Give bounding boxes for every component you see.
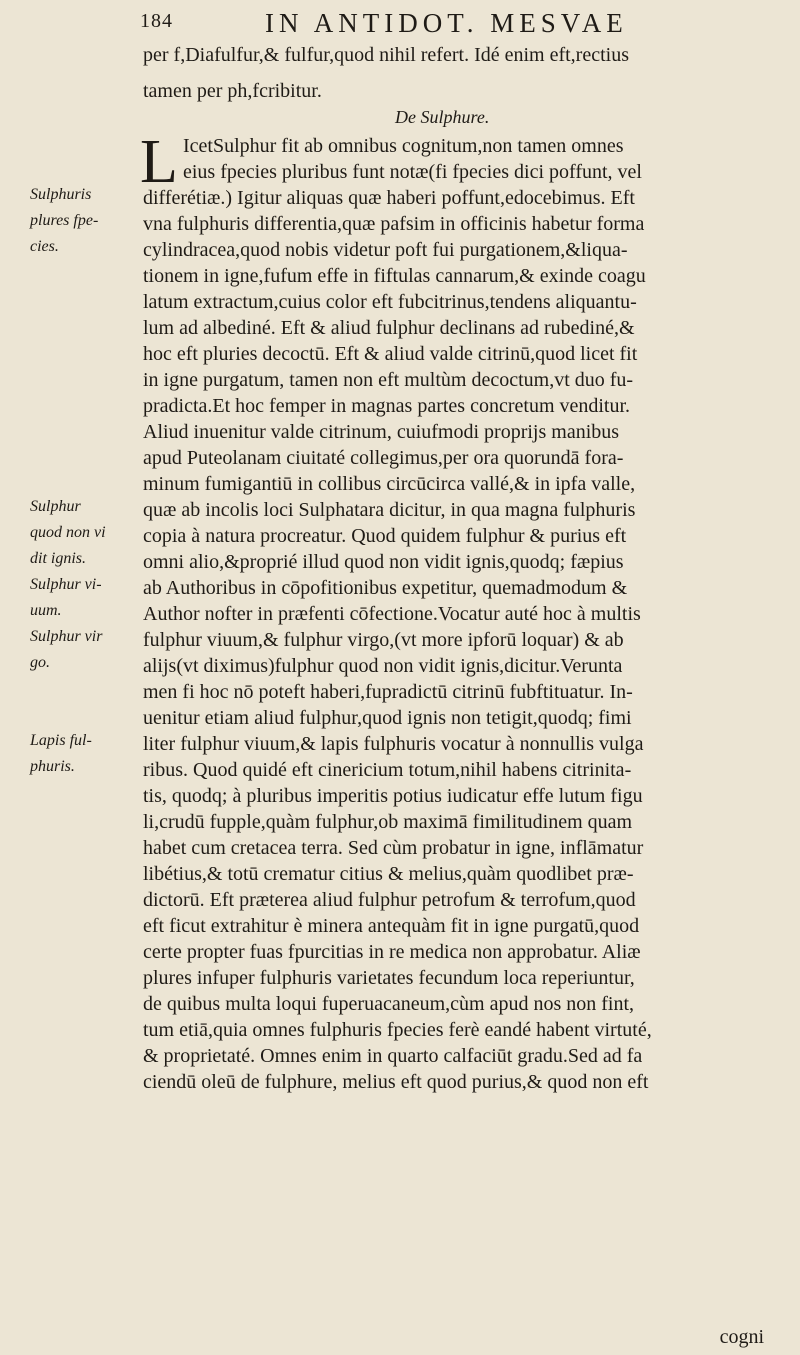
- text-line: cylindracea,quod nobis videtur poft fui purgationem,&liqua-: [143, 239, 628, 261]
- margin-gloss: uum.: [30, 602, 62, 619]
- text-line: omni alio,&proprié illud quod non vidit ignis,quodq; fæpius: [143, 551, 624, 573]
- text-line: eius fpecies pluribus funt notæ(fi fpecies dici poffunt, vel: [183, 161, 642, 183]
- text-line: lum ad albediné. Eft & aliud fulphur declinans ad rubediné,&: [143, 317, 635, 339]
- text-line: ribus. Quod quidé eft cinericium totum,nihil habens citrinita-: [143, 759, 632, 781]
- margin-gloss: Sulphur vir: [30, 628, 103, 645]
- text-line: IcetSulphur fit ab omnibus cognitum,non tamen omnes: [183, 135, 624, 157]
- text-line: apud Puteolanam ciuitaté collegimus,per ora quorundā fora-: [143, 447, 624, 469]
- text-line: de quibus multa loqui fuperuacaneum,cùm apud nos non fint,: [143, 993, 635, 1015]
- text-line: copia à natura procreatur. Quod quidem fulphur & purius eft: [143, 525, 627, 547]
- text-line: men fi hoc nō poteft haberi,fupradictū citrinū fubftituatur. In-: [143, 681, 633, 703]
- margin-gloss: Sulphur: [30, 498, 81, 515]
- text-line: tis, quodq; à pluribus imperitis potius iudicatur effe lutum figu: [143, 785, 643, 807]
- text-line: tionem in igne,fufum effe in fiftulas cannarum,& exinde coagu: [143, 265, 646, 287]
- text-line: uenitur etiam aliud fulphur,quod ignis non tetigit,quodq; fimi: [143, 707, 632, 729]
- margin-gloss: cies.: [30, 238, 59, 255]
- margin-gloss: Sulphuris: [30, 186, 92, 203]
- text-line: ciendū oleū de fulphure, melius eft quod purius,& quod non eft: [143, 1071, 649, 1093]
- text-line: quæ ab incolis loci Sulphatara dicitur, in qua magna fulphuris: [143, 499, 636, 521]
- text-line: plures infuper fulphuris varietates fecundum loca reperiuntur,: [143, 967, 635, 989]
- catchword: cogni: [719, 1326, 764, 1348]
- text-line: in igne purgatum, tamen non eft multùm decoctum,vt duo fu-: [143, 369, 634, 391]
- text-line: fulphur viuum,& fulphur virgo,(vt more ipforū loquar) & ab: [143, 629, 624, 651]
- margin-gloss: quod non vi: [30, 524, 106, 541]
- margin-gloss: phuris.: [30, 758, 75, 775]
- page-number: 184: [140, 10, 173, 32]
- text-line: ab Authoribus in cōpofitionibus expetitur, quemadmodum &: [143, 577, 628, 599]
- text-line: eft ficut extrahitur è minera antequàm fit in igne purgatū,quod: [143, 915, 640, 937]
- text-line: per f,Diafulfur,& fulfur,quod nihil refert. Idé enim eft,rectius: [143, 44, 629, 66]
- text-line: libétius,& totū crematur citius & melius,quàm quodlibet præ-: [143, 863, 634, 885]
- page-header: [140, 8, 780, 44]
- text-line: latum extractum,cuius color eft fubcitrinus,tendens aliquantu-: [143, 291, 637, 313]
- text-line: minum fumigantiū in collibus circūcirca vallé,& in ipfa valle,: [143, 473, 636, 495]
- text-line: pradicta.Et hoc femper in magnas partes concretum venditur.: [143, 395, 631, 417]
- text-line: Author nofter in præfenti cōfectione.Vocatur auté hoc à multis: [143, 603, 641, 625]
- running-title: IN ANTIDOT. MESVAE: [265, 8, 628, 38]
- text-line: differétiæ.) Igitur aliquas quæ haberi poffunt,edocebimus. Eft: [143, 187, 635, 209]
- drop-cap: L: [140, 128, 178, 196]
- text-line: hoc eft pluries decoctū. Eft & aliud valde citrinū,quod licet fit: [143, 343, 638, 365]
- text-line: habet cum cretacea terra. Sed cùm probatur in igne, inflāmatur: [143, 837, 644, 859]
- margin-gloss: go.: [30, 654, 50, 671]
- text-line: Aliud inuenitur valde citrinum, cuiufmodi proprijs manibus: [143, 421, 620, 443]
- margin-gloss: dit ignis.: [30, 550, 87, 567]
- margin-gloss: Lapis ful-: [30, 732, 92, 749]
- text-line: alijs(vt diximus)fulphur quod non vidit ignis,dicitur.Verunta: [143, 655, 623, 677]
- text-line: & proprietaté. Omnes enim in quarto calfaciūt gradu.Sed ad fa: [143, 1045, 643, 1067]
- text-line: certe propter fuas fpurcitias in re medica non approbatur. Aliæ: [143, 941, 641, 963]
- text-line: vna fulphuris differentia,quæ pafsim in officinis habetur forma: [143, 213, 645, 235]
- text-line: li,crudū fupple,quàm fulphur,ob maximā fimilitudinem quam: [143, 811, 633, 833]
- text-line: liter fulphur viuum,& lapis fulphuris vocatur à nonnullis vulga: [143, 733, 644, 755]
- text-line: dictorū. Eft præterea aliud fulphur petrofum & terrofum,quod: [143, 889, 636, 911]
- margin-gloss: Sulphur vi-: [30, 576, 102, 593]
- text-line: tum etiā,quia omnes fulphuris fpecies ferè eandé habent virtuté,: [143, 1019, 652, 1041]
- text-line: tamen per ph,fcribitur.: [143, 80, 322, 102]
- section-title: De Sulphure.: [395, 107, 490, 127]
- margin-gloss: plures fpe-: [30, 212, 99, 229]
